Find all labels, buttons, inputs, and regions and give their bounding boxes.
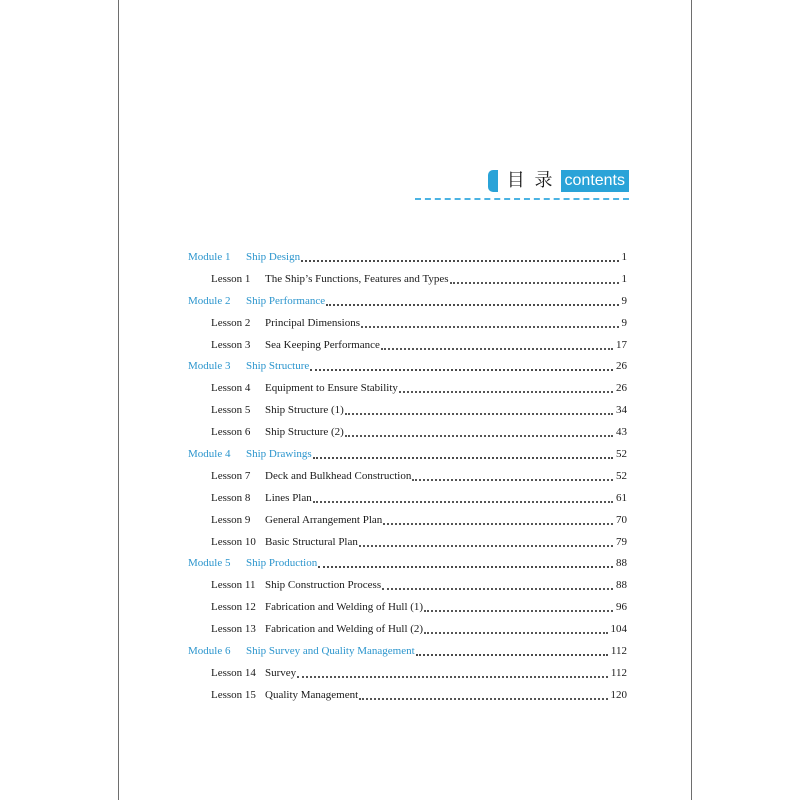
header-dashed-rule xyxy=(415,198,629,200)
entry-number: Module 6 xyxy=(188,645,231,658)
entry-title: Sea Keeping Performance xyxy=(265,338,380,351)
entry-number: Lesson 11 xyxy=(211,579,256,592)
entry-page-number: 26 xyxy=(616,360,627,373)
entry-number: Lesson 15 xyxy=(211,688,256,701)
entry-title: Equipment to Ensure Stability xyxy=(265,382,398,395)
table-of-contents xyxy=(188,247,627,707)
entry-title: Principal Dimensions xyxy=(265,316,361,329)
header-title-en: contents xyxy=(561,170,629,192)
contents-header xyxy=(488,169,629,193)
dot-leader xyxy=(412,471,613,481)
toc-lesson-entry xyxy=(188,685,627,707)
dot-leader xyxy=(424,624,607,634)
entry-page-number: 61 xyxy=(616,491,627,504)
dot-leader xyxy=(399,383,613,393)
toc-lesson-entry xyxy=(188,466,627,488)
entry-title: Fabrication and Welding of Hull (1) xyxy=(265,601,424,614)
dot-leader xyxy=(381,340,613,350)
dot-leader xyxy=(301,252,618,262)
entry-title: Lines Plan xyxy=(265,491,312,504)
dot-leader xyxy=(359,690,607,700)
entry-number: Lesson 9 xyxy=(211,513,251,526)
header-title-zh: 目 录 xyxy=(506,170,555,191)
toc-lesson-entry xyxy=(188,269,627,291)
entry-number: Module 5 xyxy=(188,557,231,570)
dot-leader xyxy=(345,427,613,437)
entry-page-number: 43 xyxy=(616,426,627,439)
entry-page-number: 34 xyxy=(616,404,627,417)
entry-page-number: 88 xyxy=(616,557,627,570)
dot-leader xyxy=(345,405,613,415)
entry-number: Lesson 3 xyxy=(211,338,251,351)
entry-page-number: 96 xyxy=(616,601,627,614)
book-page xyxy=(118,0,692,800)
entry-number: Module 1 xyxy=(188,251,231,263)
toc-lesson-entry xyxy=(188,335,627,357)
entry-title: Ship Structure xyxy=(246,360,310,373)
toc-lesson-entry xyxy=(188,378,627,400)
toc-lesson-entry xyxy=(188,597,627,619)
entry-number: Lesson 5 xyxy=(211,404,251,417)
toc-lesson-entry xyxy=(188,422,627,444)
entry-number: Lesson 6 xyxy=(211,426,251,439)
toc-lesson-entry xyxy=(188,532,627,554)
toc-lesson-entry xyxy=(188,400,627,422)
entry-number: Lesson 12 xyxy=(211,601,256,614)
entry-page-number: 26 xyxy=(616,382,627,395)
toc-lesson-entry xyxy=(188,575,627,597)
toc-lesson-entry xyxy=(188,619,627,641)
entry-title: Survey xyxy=(265,666,297,679)
entry-title: Ship Performance xyxy=(246,294,326,307)
dot-leader xyxy=(326,296,618,306)
entry-title: Ship Structure (2) xyxy=(265,426,344,439)
dot-leader xyxy=(450,274,619,284)
entry-number: Lesson 10 xyxy=(211,535,256,548)
entry-page-number: 88 xyxy=(616,579,627,592)
toc-lesson-entry xyxy=(188,488,627,510)
entry-number: Module 3 xyxy=(188,360,231,373)
dot-leader xyxy=(424,602,613,612)
toc-module-entry xyxy=(188,291,627,313)
entry-page-number: 9 xyxy=(621,316,627,329)
entry-page-number: 52 xyxy=(616,469,627,482)
dot-leader xyxy=(318,558,613,568)
entry-page-number: 1 xyxy=(621,272,627,285)
entry-title: General Arrangement Plan xyxy=(265,513,383,526)
toc-module-entry xyxy=(188,641,627,663)
toc-module-entry xyxy=(188,553,627,575)
entry-page-number: 52 xyxy=(616,448,627,461)
dot-leader xyxy=(313,449,613,459)
entry-number: Lesson 14 xyxy=(211,666,256,679)
entry-title: Ship Design xyxy=(246,251,301,263)
entry-number: Lesson 7 xyxy=(211,469,251,482)
entry-page-number: 104 xyxy=(610,623,627,636)
toc-module-entry xyxy=(188,444,627,466)
toc-module-entry xyxy=(188,356,627,378)
entry-title: The Ship’s Functions, Features and Types xyxy=(265,272,449,285)
entry-page-number: 112 xyxy=(610,666,627,679)
dot-leader xyxy=(361,318,618,328)
entry-title: Fabrication and Welding of Hull (2) xyxy=(265,623,424,636)
entry-title: Ship Survey and Quality Management xyxy=(246,645,415,658)
entry-title: Ship Structure (1) xyxy=(265,404,344,417)
dot-leader xyxy=(313,493,613,503)
entry-number: Lesson 2 xyxy=(211,316,251,329)
entry-number: Lesson 13 xyxy=(211,623,256,636)
entry-page-number: 17 xyxy=(616,338,627,351)
entry-page-number: 9 xyxy=(621,294,627,307)
toc-module-entry xyxy=(188,247,627,269)
entry-number: Lesson 1 xyxy=(211,272,251,285)
entry-number: Module 4 xyxy=(188,448,231,461)
dot-leader xyxy=(416,646,608,656)
entry-page-number: 79 xyxy=(616,535,627,548)
dot-leader xyxy=(297,668,608,678)
entry-title: Ship Production xyxy=(246,557,318,570)
entry-title: Deck and Bulkhead Construction xyxy=(265,469,412,482)
entry-page-number: 112 xyxy=(610,645,627,658)
header-accent-bar xyxy=(488,170,498,192)
toc-lesson-entry xyxy=(188,313,627,335)
entry-number: Module 2 xyxy=(188,294,231,307)
entry-page-number: 120 xyxy=(610,688,627,701)
entry-number: Lesson 4 xyxy=(211,382,251,395)
entry-number: Lesson 8 xyxy=(211,491,251,504)
dot-leader xyxy=(382,580,613,590)
dot-leader xyxy=(383,515,613,525)
entry-title: Basic Structural Plan xyxy=(265,535,358,548)
toc-lesson-entry xyxy=(188,663,627,685)
entry-page-number: 1 xyxy=(621,251,627,263)
entry-title: Ship Drawings xyxy=(246,448,312,461)
entry-title: Quality Management xyxy=(265,688,359,701)
dot-leader xyxy=(310,361,613,371)
toc-lesson-entry xyxy=(188,510,627,532)
entry-title: Ship Construction Process xyxy=(265,579,382,592)
entry-page-number: 70 xyxy=(616,513,627,526)
dot-leader xyxy=(359,537,613,547)
